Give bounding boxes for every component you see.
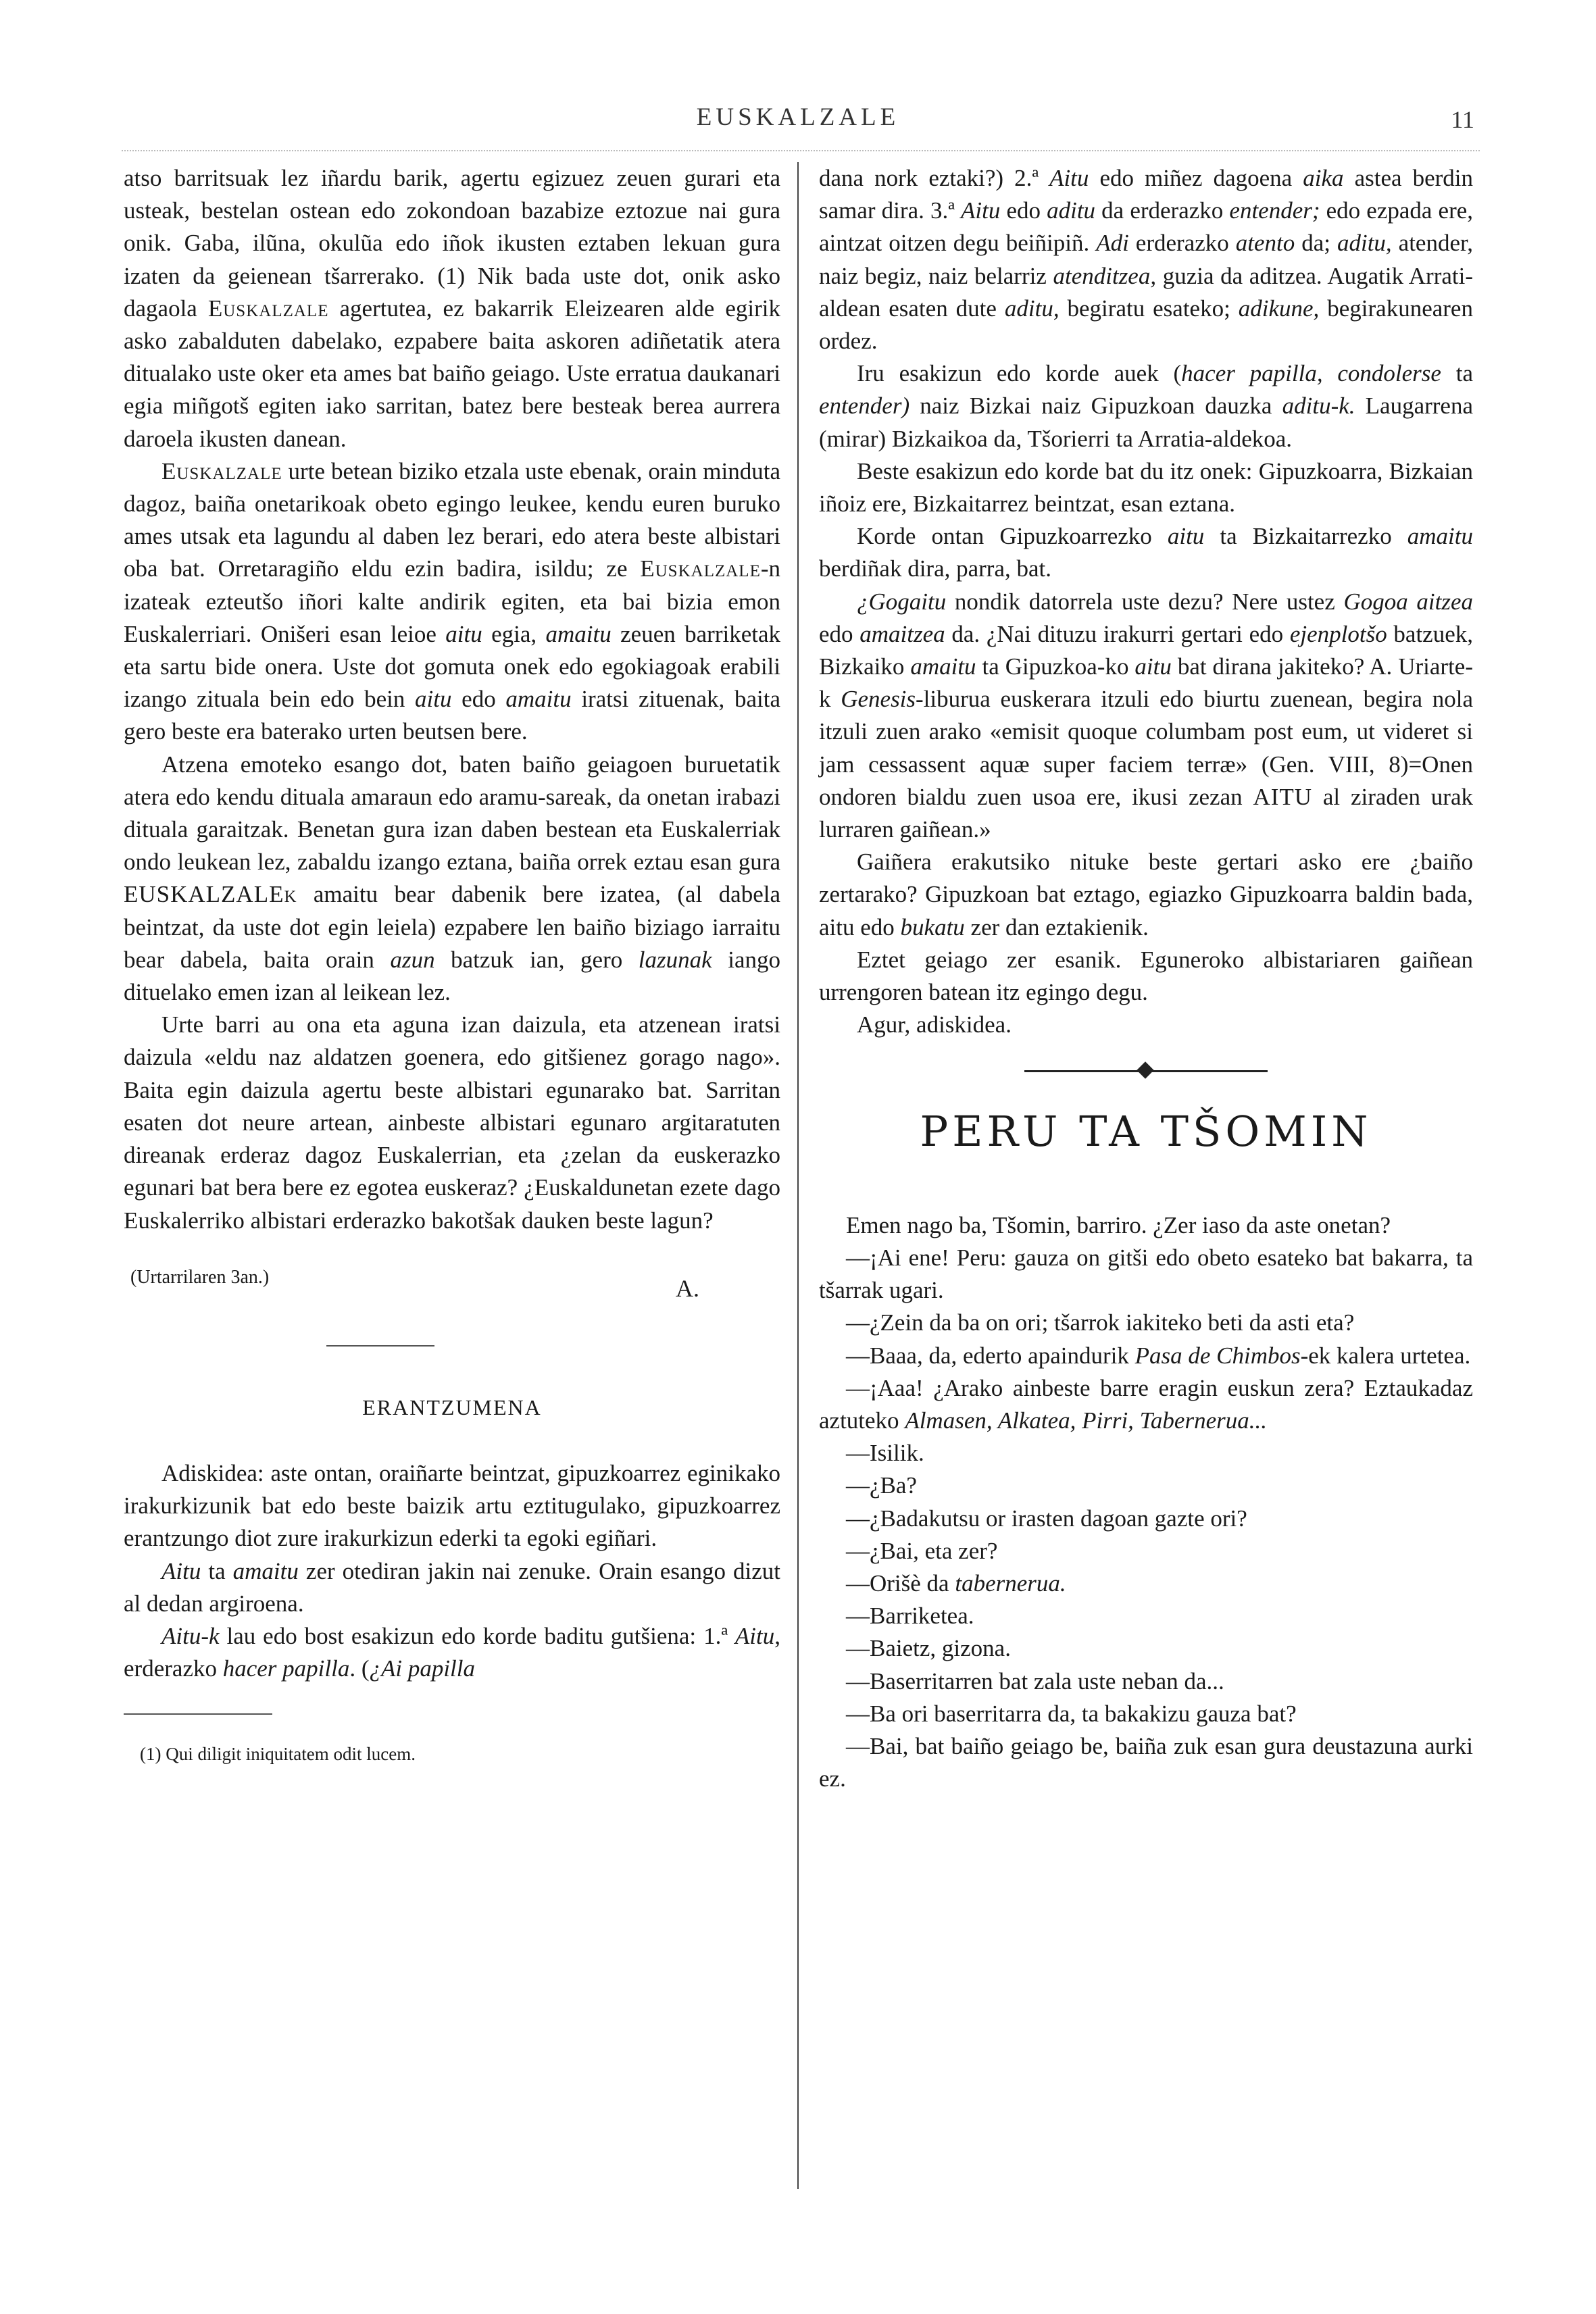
paragraph: Adiskidea: aste ontan, oraiñarte beintzat, gipuzkoarrez eginikako irakurkizunik bat edo beste baizik artu eztitugulako, gipuzkoarrez erantzungo diot zure irakurkizun ederki ta egoki egiñari. [124,1459,780,1552]
paragraph: Urte barri au ona eta aguna izan daizula, eta atzenean iratsi daizula «eldu naz aldatzen goenera, edo gitšienez gorago nago». Baita egin daizula agertu beste albistari egunarako bat. Sarritan esaten dot neure artean, ainbeste albistari egunaro argitaratuten direanak erderaz dagoz Euskalerrian, eta ¿zelan da euskerazko egunari bat bera bere ez egotea euskeraz? ¿Euskaldunetan ezete dago Euskalerriko albistari erderazko bakotšak dauken beste lagun? [124,1011,780,1234]
dialog-line: —¡Aaa! ¿Arako ainbeste barre eragin euskun zera? Eztaukadaz aztuteko Almasen, Alkatea, Pirri, Tabernerua... [819,1374,1473,1434]
page-header [0,103,1596,150]
paragraph: Beste esakizun edo korde bat du itz onek: Gipuzkoarra, Bizkaian iñoiz ere, Bizkaitarrez beintzat, esan eztana. [819,457,1473,518]
dialog-line: —Barriketea. [846,1603,974,1630]
dialog-line: —Baserritarren bat zala uste neban da... [846,1667,1224,1694]
footnote-rule [124,1713,272,1715]
paragraph: Korde ontan Gipuzkoarrezko aitu ta Bizkaitarrezko amaitu berdiñak dira, parra, bat. [819,523,1473,582]
paragraph: atso barritsuak lez iñardu barik, agertu egizuez zeuen gurari eta usteak, bestelan ostean edo zokondoan bazabize eztozue nai gura onik. Gaba, ilũna, okulũa edo iñok ikusten eztaben lekuan gura izaten da geienean tšarrerako. (1) Nik bada uste dot, onik asko dagaola Euskalzale agertutea, ez bakarrik Eleizearen alde egirik asko zabalduten dabelako, ezpabere baita askoren adiñetatik atera ditualako uste oker eta ames bat baiño geiago. Uste erratua daukanari egia miñgotš egiten iako sarritan, batez bere besteak berea aurrera daroela ikusten danean. [124,165,780,452]
paragraph: Agur, adiskidea. [857,1011,1012,1038]
dialog-line: —Ba ori baserritarra da, ta bakakizu gauza bat? [846,1700,1297,1727]
paragraph: Iru esakizun edo korde auek (hacer papilla, condolerse ta entender) naiz Bizkai naiz Gipuzkoan dauzka aditu-k. Laugarrena (mirar) Bizkaikoa da, Tšorierri ta Arratia-aldekoa. [819,360,1473,452]
paragraph: dana nork eztaki?) 2.ª Aitu edo miñez dagoena aika astea berdin samar dira. 3.ª Aitu edo aditu da erderazko entender; edo ezpada ere, aintzat oitzen degu beiñipiñ. Adi erderazko atento da; aditu, atender, naiz begiz, naiz belarriz atenditzea, guzia da aditzea. Augatik Arrati-aldean esaten dute aditu, begiratu esateko; adikune, begirakunearen ordez. [819,165,1474,355]
dialog-line: —¿Zein da ba on ori; tšarrok iakiteko beti da asti eta? [846,1309,1355,1336]
dialog-line: —¿Bai, eta zer? [846,1537,998,1564]
page-number: 11 [1451,106,1474,133]
story-title: PERU TA TŠOMIN [920,1107,1372,1157]
running-title: EUSKALZALE [696,103,900,131]
dialog-line: —¡Ai ene! Peru: gauza on gitši edo obeto esateko bat bakarra, ta tšarrak ugari. [819,1244,1473,1304]
dialog-line: Emen nago ba, Tšomin, barriro. ¿Zer iaso da aste onetan? [846,1211,1391,1238]
dialog-section [819,1209,1473,1796]
dialog-line: —Baaa, da, ederto apaindurik Pasa de Chimbos-ek kalera urtetea. [846,1342,1471,1369]
column-divider [797,162,799,2189]
right-column [819,162,1473,1795]
dialog-line: —¿Ba? [846,1472,917,1499]
paragraph: ¿Gogaitu nondik datorrela uste dezu? Nere ustez Gogoa aitzea edo amaitzea da. ¿Nai dituzu irakurri gertari edo ejenplotšo batzuek, Bizkaiko amaitu ta Gipuzkoa-ko aitu bat dirana jakiteko? A. Uriarte-k Genesis-liburua euskerara itzuli edo biurtu zuenean, begira nola itzuli zuen arako «emisit quoque columbam post eum, ut videret si jam cessassent aquæ super faciem terræ» (Gen. VIII, 8)=Onen ondoren bialdu zuen usoa ere, ikusi zezan AITU al ziraden urak lurraren gaiñean.» [819,588,1474,843]
paragraph: Aitu ta amaitu zer otediran jakin nai zenuke. Orain esango dizut al dedan argiroena. [124,1557,780,1617]
header-rule [122,150,1480,151]
footnote: (1) Qui diligit iniquitatem odit lucem. [140,1744,416,1765]
date-line: (Urtarrilaren 3an.) [130,1266,270,1288]
ornament-divider [1024,1064,1268,1078]
letter-signoff [124,1256,780,1302]
paragraph: Aitu-k lau edo bost esakizun edo korde baditu gutšiena: 1.ª Aitu, erderazko hacer papilla. (¿Ai papilla [124,1622,780,1682]
paragraph: Atzena emoteko esango dot, baten baiño geiagoen buruetatik atera edo kendu dituala amaraun edo aramu-sareak, da onetan irabazi dituala garaitzak. Benetan gura izan daben bestean eta Euskalerriak ondo leukean lez, zabaldu izango eztana, baiña orrek eztau esan gura EUSKALZALEk amaitu bear dabenik bere izatea, (al dabela beintzat, da uste dot egin leiela) ezpabere len baiño biziago iarraitu bear dabela, baita orain azun batzuk ian, gero lazunak iango dituelako emen izan al leikean lez. [124,751,781,1006]
dialog-line: —Orišè da tabernerua. [846,1569,1066,1596]
left-column [124,162,780,1771]
section-rule [326,1345,434,1347]
diamond-ornament-icon [1137,1062,1153,1079]
paragraph: Euskalzale urte betean biziko etzala uste ebenak, orain minduta dagoz, baiña onetarikoak obeto egingo leukee, kendu euren buruko ames utsak eta lagundu al daben lez berari, edo atera beste albistari oba bat. Orretaragiño eldu ezin badira, isildu; ze Euskalzale-n izateak ezteutšo iñori kalte andirik egiten, eta bai bizia emon Euskalerriari. Onišeri esan leioe aitu egia, amaitu zeuen barriketak eta sartu bide onera. Uste dot gomuta onek edo egokiagoak erabili izango zituala bein edo bein aitu edo amaitu iratsi zituenak, baita gero beste era baterako urten beutsen bere. [124,457,780,745]
paragraph: Eztet geiago zer esanik. Eguneroko albistariaren gaiñean urrengoren batean itz egingo degu. [819,946,1473,1006]
signature: A. [676,1274,699,1302]
dialog-line: —¿Badakutsu or irasten dagoan gazte ori? [846,1505,1247,1532]
paragraph: Gaiñera erakutsiko nituke beste gertari asko ere ¿baiño zertarako? Gipuzkoan bat eztago, egiazko Gipuzkoarra baldin bada, aitu edo bukatu zer dan eztakienik. [819,849,1473,940]
dialog-line: —Isilik. [846,1440,924,1467]
dialog-line: —Bai, bat baiño geiago be, baiña zuk esan gura deustazuna aurki ez. [819,1732,1473,1792]
dialog-line: —Baietz, gizona. [846,1635,1011,1662]
section-heading: ERANTZUMENA [362,1394,542,1419]
